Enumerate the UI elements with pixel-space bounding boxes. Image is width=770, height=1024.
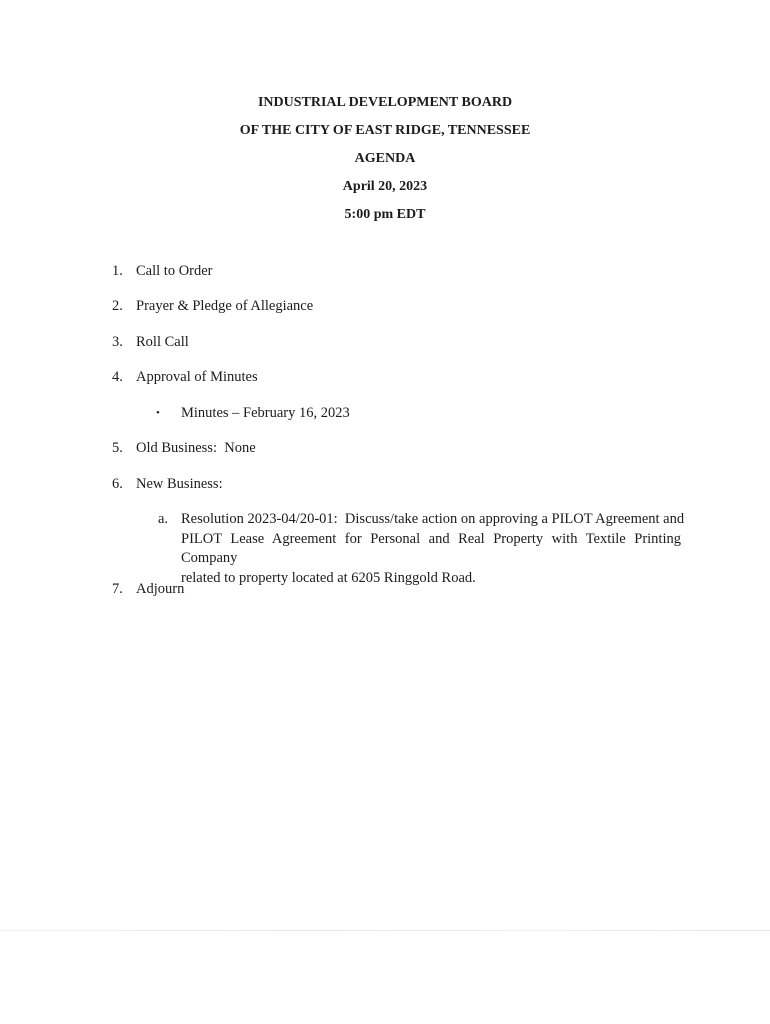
item-number: 3. (112, 334, 123, 350)
item-label: Adjourn (136, 581, 185, 597)
item-label: Roll Call (136, 334, 189, 350)
item-number: 5. (112, 440, 123, 456)
meeting-time: 5:00 pm EDT (344, 207, 426, 222)
item-number: 6. (112, 476, 123, 492)
resolution-line: related to property located at 6205 Ringgold Road. (181, 569, 476, 586)
city-title: OF THE CITY OF EAST RIDGE, TENNESSEE (239, 123, 531, 138)
item-label: Prayer & Pledge of Allegiance (136, 298, 314, 314)
bullet-label: Minutes – February 16, 2023 (181, 405, 350, 421)
scan-artifact-line (0, 930, 770, 931)
resolution-line: Resolution 2023-04/20-01: Discuss/take action on approving a PILOT Agreement and (181, 511, 685, 527)
bullet-icon: • (156, 407, 160, 419)
item-label: Approval of Minutes (136, 369, 258, 385)
sub-item-letter: a. (158, 511, 169, 527)
meeting-date: April 20, 2023 (342, 179, 428, 194)
resolution-paragraph (181, 510, 685, 588)
item-number: 4. (112, 369, 123, 385)
item-label: Old Business: None (136, 440, 256, 456)
item-label: Call to Order (136, 263, 213, 279)
resolution-line: PILOT Lease Agreement for Personal and Real Property with Textile Printing Company (181, 530, 681, 566)
item-number: 1. (112, 263, 123, 279)
item-number: 2. (112, 298, 123, 314)
agenda-title: AGENDA (354, 151, 416, 166)
board-title: INDUSTRIAL DEVELOPMENT BOARD (257, 95, 513, 110)
item-label: New Business: (136, 476, 223, 492)
item-number: 7. (112, 581, 123, 597)
